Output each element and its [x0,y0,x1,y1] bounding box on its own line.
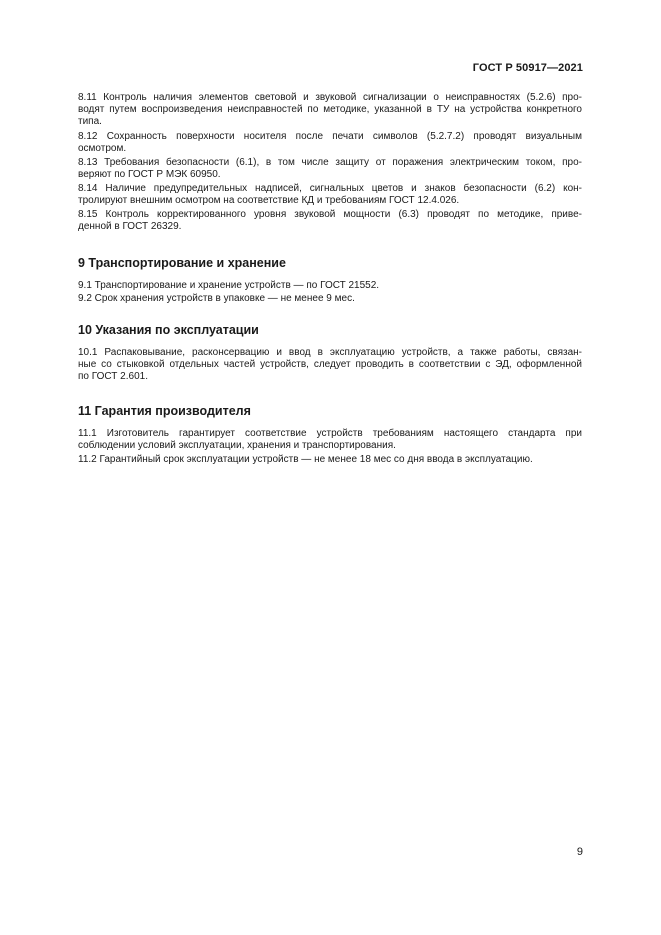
text-line: водят путем воспроизведения неисправностей по методике, указанной в ТУ на устройства конкретного [78,104,582,115]
paragraph-8-15 [78,209,582,233]
text-line: соблюдении условий эксплуатации, хранения и транспортирования. [78,440,396,451]
text-line: 8.14 Наличие предупредительных надписей, сигнальных цветов и знаков безопасности (6.2) кон- [78,183,582,194]
text-line: осмотром. [78,143,127,154]
paragraph-10-1 [78,347,582,383]
paragraph-11-1 [78,428,582,452]
text-line: 8.12 Сохранность поверхности носителя после печати символов (5.2.7.2) проводят визуальным [78,131,582,142]
text-line: денной в ГОСТ 26329. [78,221,182,232]
text-line: 9.1 Транспортирование и хранение устройств — по ГОСТ 21552. [78,280,380,291]
section-heading-10: 10 Указания по эксплуатации [78,323,259,337]
paragraph-8-14 [78,183,582,207]
text-line: типа. [78,116,102,127]
text-line: 8.13 Требования безопасности (6.1), в том числе защиту от поражения электрическим током, про- [78,157,582,168]
text-line: 10.1 Распаковывание, расконсервацию и ввод в эксплуатацию устройств, а также работы, связан- [78,347,582,358]
paragraph-11-2 [78,454,582,466]
paragraph-8-13 [78,157,582,181]
paragraph-9-1 [78,280,582,292]
text-line: по ГОСТ 2.601. [78,371,148,382]
text-line: 8.11 Контроль наличия элементов световой и звуковой сигнализации о неисправностях (5.2.6) про- [78,92,582,103]
paragraph-8-12 [78,131,582,155]
text-line: ные со стыковкой отдельных частей устройств, следует проводить в соответствии с ЭД, оформленной [78,359,582,370]
text-line: тролируют внешним осмотром на соответствие КД и требованиям ГОСТ 12.4.026. [78,195,460,206]
text-line: 9.2 Срок хранения устройств в упаковке — не менее 9 мес. [78,293,355,304]
text-line: веряют по ГОСТ Р МЭК 60950. [78,169,221,180]
paragraph-9-2 [78,293,582,305]
section-heading-11: 11 Гарантия производителя [78,404,251,418]
text-line: 8.15 Контроль корректированного уровня звуковой мощности (6.3) проводят по методике, приве- [78,209,582,220]
text-line: 11.1 Изготовитель гарантирует соответствие устройств требованиям настоящего стандарта при [78,428,582,439]
section-heading-9: 9 Транспортирование и хранение [78,256,286,270]
page-number: 9 [576,846,583,858]
text-line: 11.2 Гарантийный срок эксплуатации устройств — не менее 18 мес со дня ввода в эксплуатацию. [78,454,533,465]
standard-designation: ГОСТ Р 50917—2021 [472,62,583,74]
paragraph-8-11 [78,92,582,128]
